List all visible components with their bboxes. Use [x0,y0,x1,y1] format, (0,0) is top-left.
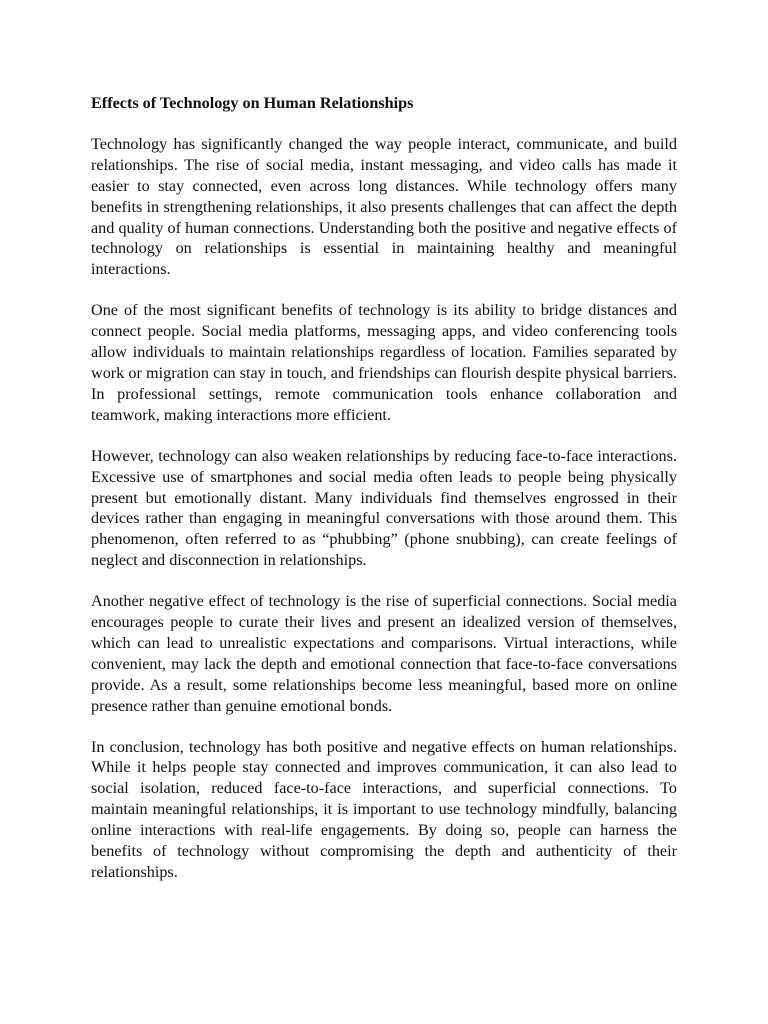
paragraph-weakening: However, technology can also weaken relationships by reducing face-to-face interactions. Excessive use of smartphones and social media often leads to people being physically present but emotionally distant. Many individuals find themselves engrossed in their devices rather than engaging in meaningful conversations with those around them. This phenomenon, often referred to as “phubbing” (phone snubbing), can create feelings of neglect and disconnection in relationships. [91,446,677,570]
paragraph-conclusion: In conclusion, technology has both positive and negative effects on human relationships. While it helps people stay connected and improves communication, it can also lead to social isolation, reduced face-to-face interactions, and superficial connections. To maintain meaningful relationships, it is important to use technology mindfully, balancing online interactions with real-life engagements. By doing so, people can harness the benefits of technology without compromising the depth and authenticity of their relationships. [91,737,677,881]
document-title: Effects of Technology on Human Relationships [91,94,414,112]
paragraph-introduction: Technology has significantly changed the way people interact, communicate, and build relationships. The rise of social media, instant messaging, and video calls has made it easier to stay connected, even across long distances. While technology offers many benefits in strengthening relationships, it also presents challenges that can affect the depth and quality of human connections. Understanding both the positive and negative effects of technology on relationships is essential in maintaining healthy and meaningful interactions. [91,134,677,279]
document-body [91,93,677,903]
paragraph-benefits: One of the most significant benefits of technology is its ability to bridge distances and connect people. Social media platforms, messaging apps, and video conferencing tools allow individuals to maintain relationships regardless of location. Families separated by work or migration can stay in touch, and friendships can flourish despite physical barriers. In professional settings, remote communication tools enhance collaboration and teamwork, making interactions more efficient. [91,301,677,424]
paragraph-superficial: Another negative effect of technology is the rise of superficial connections. Social media encourages people to curate their lives and present an idealized version of themselves, which can lead to unrealistic expectations and comparisons. Virtual interactions, while convenient, may lack the depth and emotional connection that face-to-face conversations provide. As a result, some relationships become less meaningful, based more on online presence rather than genuine emotional bonds. [91,592,677,715]
